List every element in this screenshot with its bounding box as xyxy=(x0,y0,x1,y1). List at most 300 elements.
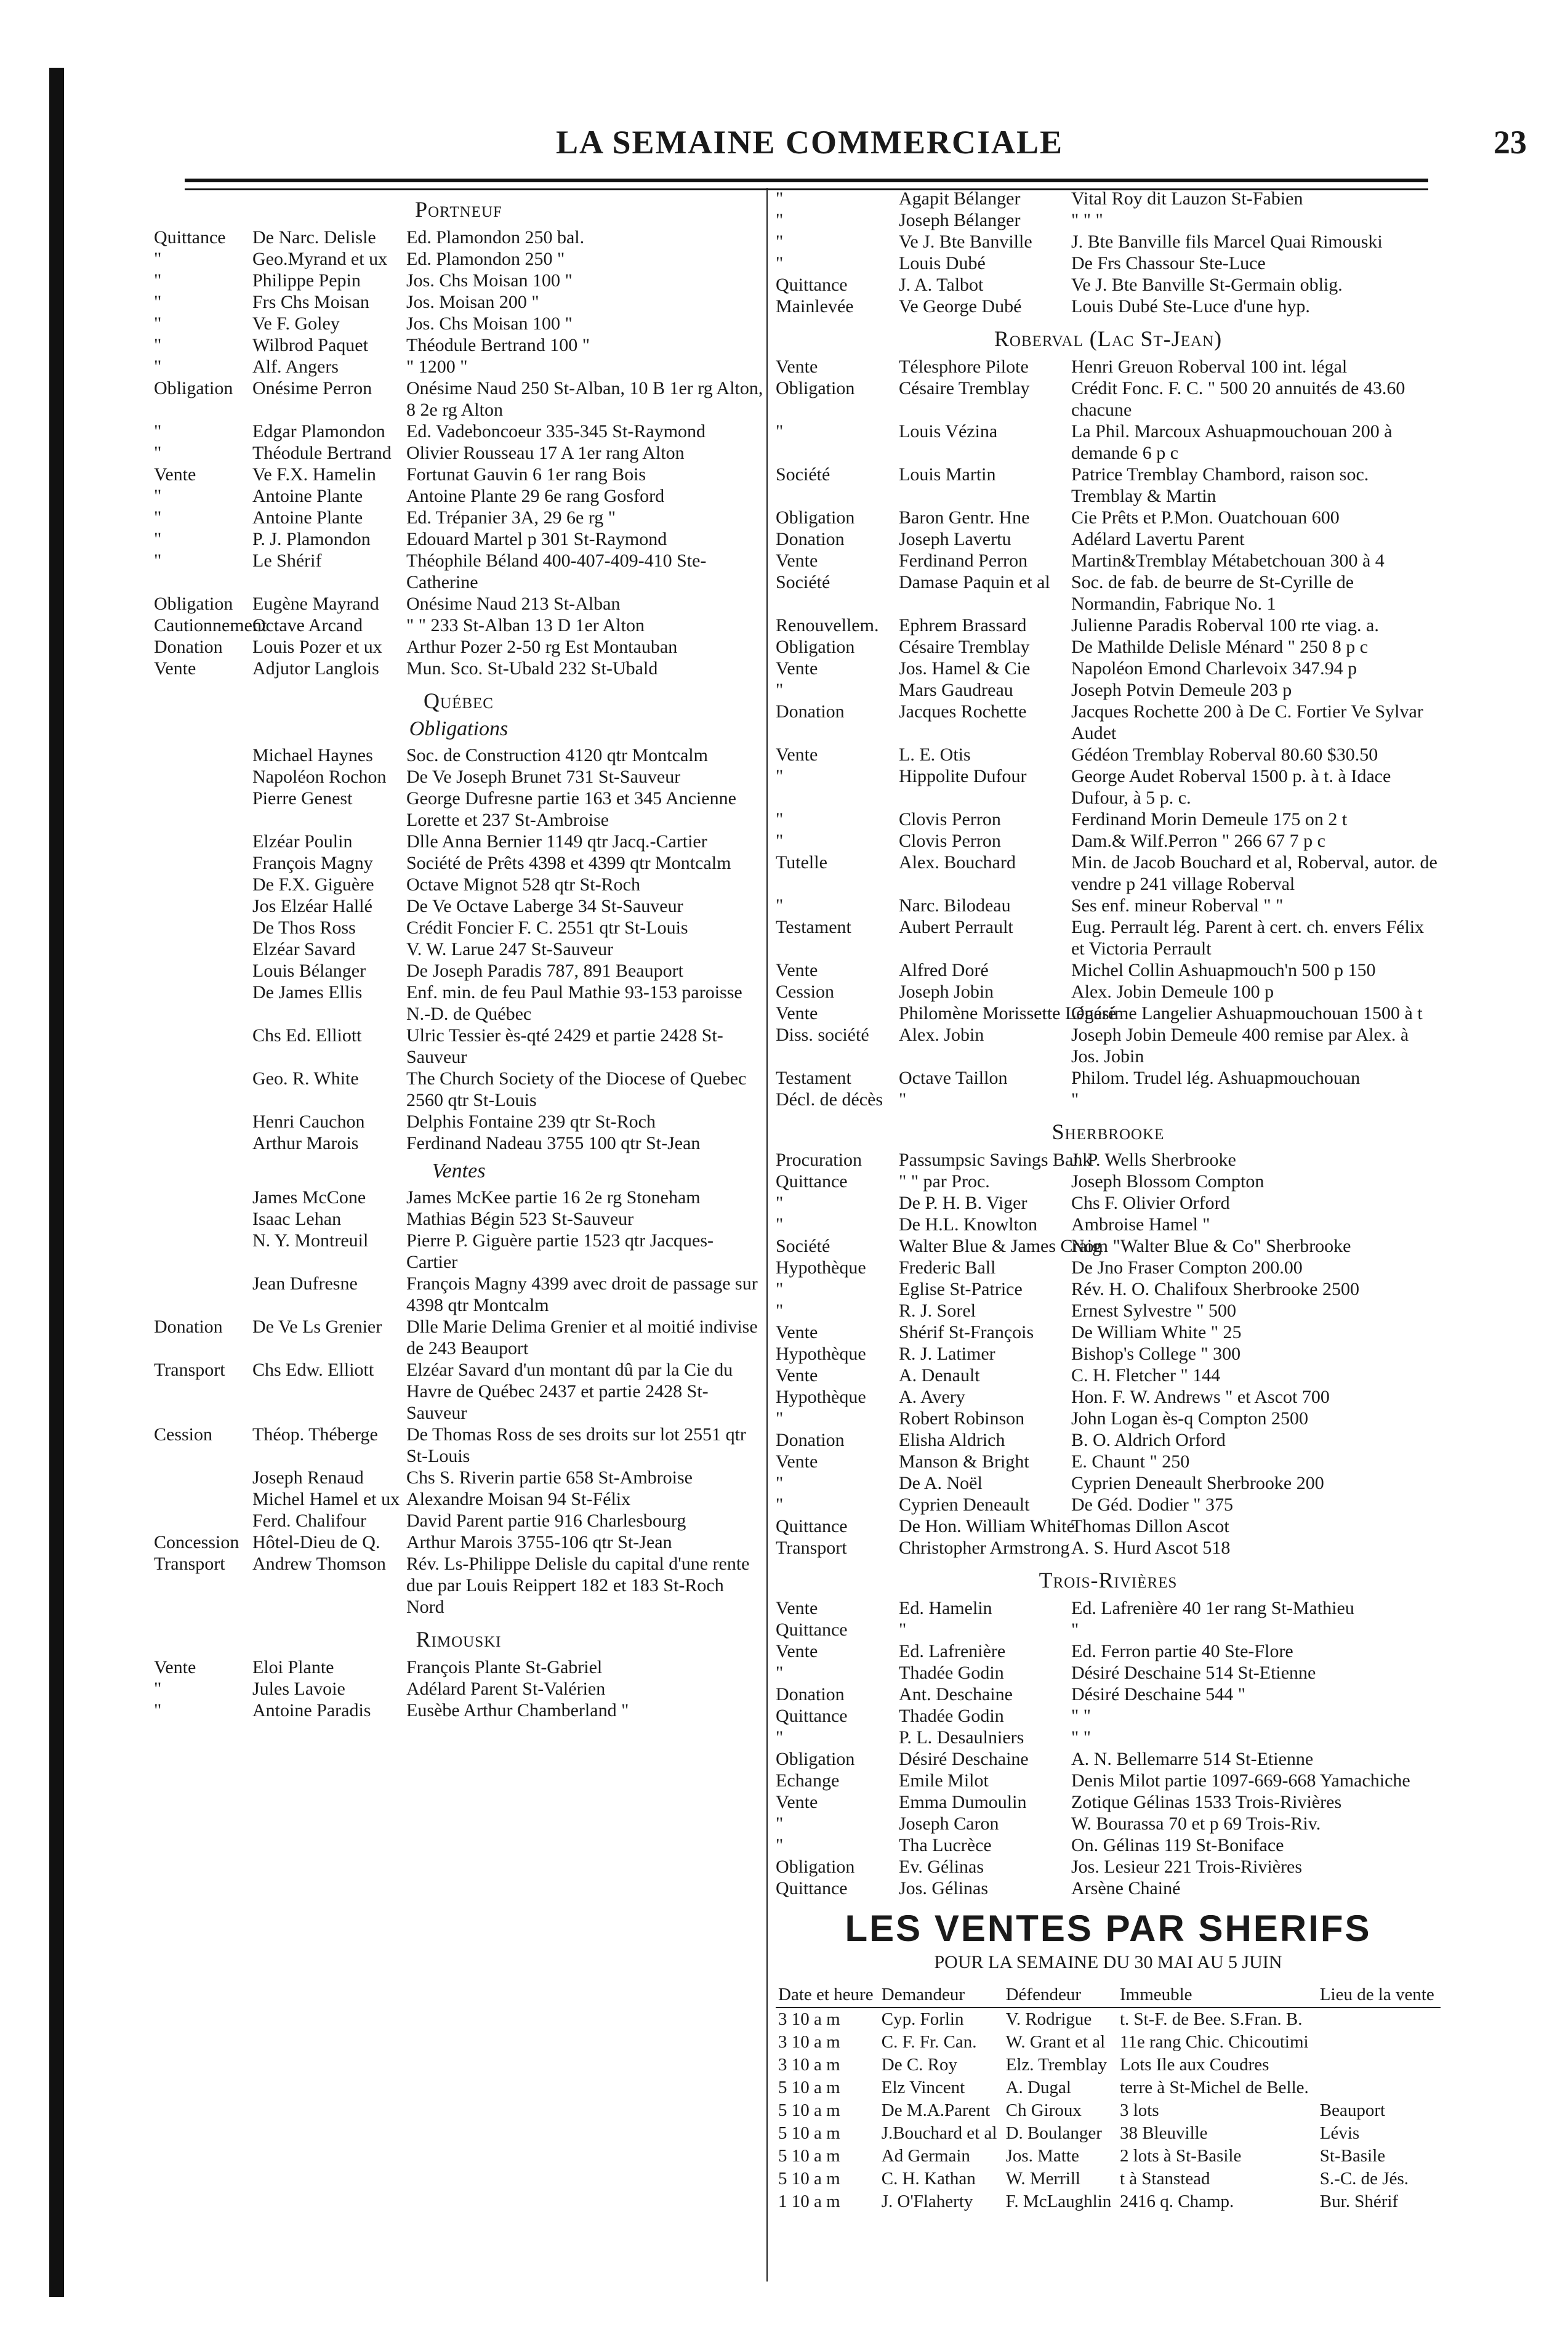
sales-row xyxy=(776,2007,1441,2031)
record-detail: Alex. Jobin Demeule 100 p xyxy=(1071,982,1274,1002)
record-type xyxy=(154,766,246,788)
record-row xyxy=(776,1365,1441,1386)
record-row xyxy=(776,1619,1441,1640)
sales-row xyxy=(776,2031,1441,2054)
record-type: Vente xyxy=(776,1451,818,1472)
record-type: " xyxy=(776,1408,784,1429)
record-party: De F.X. Giguère xyxy=(252,874,374,895)
sales-column-header: Date et heure xyxy=(776,1983,879,2007)
record-party: Geo.Myrand et ux xyxy=(252,249,388,269)
record-party: Chs Edw. Elliott xyxy=(252,1360,374,1380)
record-detail: Dlle Anna Bernier 1149 qtr Jacq.-Cartier xyxy=(406,831,707,852)
record-type: " xyxy=(154,1700,162,1721)
record-party: Ed. Lafrenière xyxy=(899,1641,1006,1661)
record-row xyxy=(154,334,763,356)
record-party: Joseph Jobin xyxy=(899,982,994,1002)
record-row xyxy=(776,809,1441,830)
record-party: James McCone xyxy=(252,1187,366,1208)
record-type: " xyxy=(776,1663,784,1683)
record-type xyxy=(154,1025,246,1068)
record-detail: Soc. de fab. de beurre de St-Cyrille de Normandin, Fabrique No. 1 xyxy=(1071,572,1354,614)
record-party: Passumpsic Savings Bank xyxy=(899,1150,1092,1170)
record-row xyxy=(154,615,763,636)
record-row xyxy=(154,485,763,507)
record-row xyxy=(776,1089,1441,1110)
record-detail: De Ve Joseph Brunet 731 St-Sauveur xyxy=(406,767,681,787)
record-party: Antoine Plante xyxy=(252,507,363,528)
record-row xyxy=(154,658,763,679)
record-detail: Eusèbe Arthur Chamberland " xyxy=(406,1700,629,1721)
section-subheading: Obligations xyxy=(409,717,509,740)
record-detail: Bishop's College " 300 xyxy=(1071,1344,1241,1364)
record-party: Jos Elzéar Hallé xyxy=(252,896,372,916)
record-type: " xyxy=(776,1835,784,1855)
record-type: " xyxy=(154,249,162,269)
sales-cell: 5 10 a m xyxy=(778,2078,840,2097)
right-sections xyxy=(776,188,1441,1899)
record-type xyxy=(154,788,246,831)
sales-cell: De C. Roy xyxy=(881,2055,957,2075)
record-type: Concession xyxy=(154,1532,239,1552)
record-party: A. Denault xyxy=(899,1365,980,1386)
record-type: Vente xyxy=(776,960,818,980)
record-party: Elzéar Savard xyxy=(252,939,356,959)
record-type: Donation xyxy=(776,701,845,722)
record-row xyxy=(776,1494,1441,1515)
record-party: Michael Haynes xyxy=(252,745,373,765)
record-detail: Dlle Marie Delima Grenier et al moitié indivise de 243 Beauport xyxy=(406,1317,758,1358)
record-party: De Ve Ls Grenier xyxy=(252,1317,382,1337)
record-type: Obligation xyxy=(776,637,855,657)
record-party: Octave Arcand xyxy=(252,615,363,635)
record-party: Chs Ed. Elliott xyxy=(252,1025,362,1046)
record-party: Hippolite Dufour xyxy=(899,766,1027,786)
record-row xyxy=(776,959,1441,981)
record-detail: Elzéar Savard d'un montant dû par la Cie du Havre de Québec 2437 et partie 2428 St-Sauveur xyxy=(406,1360,733,1423)
record-type: Quittance xyxy=(776,1516,848,1536)
record-type xyxy=(154,1187,246,1208)
record-detail: De Frs Chassour Ste-Luce xyxy=(1071,253,1266,273)
record-party: Alfred Doré xyxy=(899,960,989,980)
record-detail: Rév. Ls-Philippe Delisle du capital d'une rente due par Louis Reippert 182 et 183 St-Roch Nord xyxy=(406,1554,750,1617)
record-party: Ed. Hamelin xyxy=(899,1598,992,1618)
record-row xyxy=(154,1510,763,1531)
left-column xyxy=(154,188,763,1721)
record-type: Diss. société xyxy=(776,1025,869,1045)
record-type: Quittance xyxy=(776,275,848,295)
record-detail: Adélard Lavertu Parent xyxy=(1071,529,1245,549)
sales-cell: Ad Germain xyxy=(881,2146,970,2166)
record-detail: Cie Prêts et P.Mon. Ouatchouan 600 xyxy=(1071,507,1340,528)
record-party: " xyxy=(899,1620,907,1640)
record-detail: Patrice Tremblay Chambord, raison soc. Tremblay & Martin xyxy=(1071,464,1369,506)
record-row xyxy=(154,1187,763,1208)
record-type xyxy=(154,831,246,852)
record-detail: Hon. F. W. Andrews " et Ascot 700 xyxy=(1071,1387,1330,1407)
record-party: R. J. Latimer xyxy=(899,1344,995,1364)
record-party: Césaire Tremblay xyxy=(899,637,1030,657)
sheriff-sales-table xyxy=(776,1983,1441,2213)
section-heading: Sherbrooke xyxy=(1051,1120,1165,1144)
record-party: Ant. Deschaine xyxy=(899,1684,1013,1705)
sales-row xyxy=(776,2054,1441,2076)
record-row xyxy=(776,1878,1441,1899)
record-party: Joseph Lavertu xyxy=(899,529,1011,549)
record-party: Césaire Tremblay xyxy=(899,378,1030,398)
record-party: N. Y. Montreuil xyxy=(252,1230,369,1251)
record-party: Joseph Bélanger xyxy=(899,210,1021,230)
column-divider xyxy=(766,188,768,2282)
sales-cell: A. Dugal xyxy=(1005,2078,1071,2097)
record-detail: George Audet Roberval 1500 p. à t. à Idace Dufour, à 5 p. c. xyxy=(1071,766,1391,808)
record-party: " " par Proc. xyxy=(899,1171,990,1192)
record-party: Clovis Perron xyxy=(899,809,1001,829)
record-party: Alf. Angers xyxy=(252,357,339,377)
sales-cell: W. Merrill xyxy=(1005,2169,1080,2189)
record-type: Echange xyxy=(776,1770,840,1791)
record-party: Onésime Perron xyxy=(252,378,372,398)
record-party: Manson & Bright xyxy=(899,1451,1029,1472)
record-detail: Denis Milot partie 1097-669-668 Yamachiche xyxy=(1071,1770,1410,1791)
record-detail: Chs F. Olivier Orford xyxy=(1071,1193,1230,1213)
record-row xyxy=(154,960,763,982)
record-party: Edgar Plamondon xyxy=(252,421,385,442)
record-party: Baron Gentr. Hne xyxy=(899,507,1030,528)
record-row xyxy=(154,313,763,334)
record-type: " xyxy=(776,253,784,273)
record-type: Vente xyxy=(776,1598,818,1618)
record-party: Adjutor Langlois xyxy=(252,658,379,679)
record-party: De Narc. Delisle xyxy=(252,227,376,248)
record-row xyxy=(154,1678,763,1700)
record-type: Procuration xyxy=(776,1150,862,1170)
record-row xyxy=(776,1451,1441,1472)
record-detail: Ferdinand Nadeau 3755 100 qtr St-Jean xyxy=(406,1133,701,1153)
record-type: " xyxy=(154,507,162,528)
section-subheading: Ventes xyxy=(432,1160,486,1182)
record-row xyxy=(154,636,763,658)
sheriff-sales-week: POUR LA SEMAINE DU 30 MAI AU 5 JUIN xyxy=(934,1952,1282,1972)
sales-cell: C. H. Kathan xyxy=(881,2169,976,2189)
record-detail: Ferdinand Morin Demeule 175 on 2 t xyxy=(1071,809,1348,829)
record-type: " xyxy=(776,1814,784,1834)
record-row xyxy=(154,227,763,248)
record-row xyxy=(154,1316,763,1359)
sales-cell: 11e rang Chic. Chicoutimi xyxy=(1119,2032,1309,2052)
record-type: " xyxy=(776,421,784,442)
record-type: Vente xyxy=(776,1792,818,1812)
record-party: Mars Gaudreau xyxy=(899,680,1013,700)
record-type: " xyxy=(776,1193,784,1213)
record-party: Eloi Plante xyxy=(252,1657,334,1677)
record-type: " xyxy=(154,443,162,463)
record-row xyxy=(776,188,1441,209)
record-party: Arthur Marois xyxy=(252,1133,359,1153)
record-detail: Soc. de Construction 4120 qtr Montcalm xyxy=(406,745,708,765)
record-type xyxy=(154,917,246,938)
record-row xyxy=(776,679,1441,701)
record-type xyxy=(154,1488,246,1510)
record-row xyxy=(776,1537,1441,1559)
sales-cell: De M.A.Parent xyxy=(881,2100,991,2120)
sales-row xyxy=(776,2099,1441,2122)
record-type: " xyxy=(776,809,784,829)
record-row xyxy=(154,1488,763,1510)
record-row xyxy=(154,507,763,528)
record-type: Quittance xyxy=(776,1620,848,1640)
record-detail: Thomas Dillon Ascot xyxy=(1071,1516,1229,1536)
record-detail: J. P. Wells Sherbrooke xyxy=(1071,1150,1236,1170)
record-type: Décl. de décès xyxy=(776,1089,883,1110)
record-party: Louis Vézina xyxy=(899,421,998,442)
record-party: Ev. Gélinas xyxy=(899,1857,984,1877)
record-type: " xyxy=(154,270,162,291)
record-detail: Théophile Béland 400-407-409-410 Ste-Catherine xyxy=(406,551,707,592)
right-column xyxy=(776,188,1441,2213)
record-party: Ferd. Chalifour xyxy=(252,1511,366,1531)
record-row xyxy=(154,1531,763,1553)
sales-cell: 3 10 a m xyxy=(778,2009,840,2029)
record-party: Le Shérif xyxy=(252,551,322,571)
record-row xyxy=(776,1149,1441,1171)
record-party: Henri Cauchon xyxy=(252,1112,365,1132)
record-row xyxy=(154,895,763,917)
record-detail: Delphis Fontaine 239 qtr St-Roch xyxy=(406,1112,656,1132)
record-party: Frederic Ball xyxy=(899,1257,996,1278)
record-row xyxy=(776,1429,1441,1451)
record-party: Eglise St-Patrice xyxy=(899,1279,1023,1299)
record-detail: Onésime Langelier Ashuapmouchouan 1500 à t xyxy=(1071,1003,1423,1023)
record-row xyxy=(776,1386,1441,1408)
sales-cell: Cyp. Forlin xyxy=(881,2009,964,2029)
sales-header-row xyxy=(776,1983,1441,2007)
record-party: P. L. Desaulniers xyxy=(899,1727,1024,1748)
record-row xyxy=(776,895,1441,916)
record-detail: François Plante St-Gabriel xyxy=(406,1657,603,1677)
record-row xyxy=(154,593,763,615)
record-row xyxy=(154,248,763,270)
record-row xyxy=(776,571,1441,615)
record-detail: Antoine Plante 29 6e rang Gosford xyxy=(406,486,665,506)
record-detail: Ed. Plamondon 250 bal. xyxy=(406,227,585,248)
record-type: " xyxy=(776,831,784,851)
section-heading: Québec xyxy=(424,688,494,713)
record-row xyxy=(776,1321,1441,1343)
record-detail: François Magny 4399 avec droit de passage sur 4398 qtr Montcalm xyxy=(406,1273,758,1315)
record-row xyxy=(776,1257,1441,1278)
record-row xyxy=(776,1515,1441,1537)
record-type: Donation xyxy=(776,1430,845,1450)
record-row xyxy=(154,550,763,593)
record-type xyxy=(154,1208,246,1230)
scan-margin-bar xyxy=(49,68,64,2297)
record-type: Vente xyxy=(776,1003,818,1023)
record-row xyxy=(154,788,763,831)
record-type: " xyxy=(776,1214,784,1235)
record-detail: De Jno Fraser Compton 200.00 xyxy=(1071,1257,1303,1278)
sales-cell: Jos. Matte xyxy=(1005,2146,1079,2166)
record-type: " xyxy=(776,1279,784,1299)
record-party: Thadée Godin xyxy=(899,1663,1004,1683)
sales-column-header: Demandeur xyxy=(879,1983,1003,2007)
record-party: Désiré Deschaine xyxy=(899,1749,1029,1769)
record-row xyxy=(776,1067,1441,1089)
record-row xyxy=(776,1684,1441,1705)
record-row xyxy=(776,1640,1441,1662)
record-type: Vente xyxy=(154,1657,196,1677)
record-party: A. Avery xyxy=(899,1387,965,1407)
record-party: De Thos Ross xyxy=(252,918,356,938)
record-type: Cession xyxy=(776,982,835,1002)
record-row xyxy=(154,852,763,874)
record-row xyxy=(776,1408,1441,1429)
record-row xyxy=(776,1278,1441,1300)
record-type xyxy=(154,1111,246,1132)
sales-cell: J. O'Flaherty xyxy=(881,2192,973,2211)
record-type: " xyxy=(154,486,162,506)
sales-cell: J.Bouchard et al xyxy=(881,2123,997,2143)
record-detail: Louis Dubé Ste-Luce d'une hyp. xyxy=(1071,296,1310,317)
record-party: " xyxy=(899,1089,907,1110)
record-row xyxy=(776,1813,1441,1834)
record-party: Joseph Renaud xyxy=(252,1467,364,1488)
record-type: Testament xyxy=(776,917,851,937)
sales-cell: C. F. Fr. Can. xyxy=(881,2032,977,2052)
record-row xyxy=(776,636,1441,658)
record-party: Geo. R. White xyxy=(252,1068,359,1089)
record-type: Quittance xyxy=(154,227,226,248)
record-detail: Martin&Tremblay Métabetchouan 300 à 4 xyxy=(1071,551,1385,571)
record-party: Alex. Jobin xyxy=(899,1025,984,1045)
record-row xyxy=(154,982,763,1025)
record-row xyxy=(154,1111,763,1132)
sales-cell: 3 lots xyxy=(1119,2100,1159,2120)
record-type: " xyxy=(776,1301,784,1321)
record-row xyxy=(154,917,763,938)
record-type: " xyxy=(154,292,162,312)
section-heading: Rimouski xyxy=(416,1627,502,1652)
record-row xyxy=(776,1024,1441,1067)
record-type: Transport xyxy=(776,1538,847,1558)
record-type xyxy=(154,1132,246,1154)
record-detail: Mathias Bégin 523 St-Sauveur xyxy=(406,1209,634,1229)
record-row xyxy=(776,1214,1441,1235)
record-party: Jules Lavoie xyxy=(252,1679,345,1699)
record-row xyxy=(776,274,1441,296)
record-detail: Arthur Pozer 2-50 rg Est Montauban xyxy=(406,637,678,657)
record-detail: George Dufresne partie 163 et 345 Ancienne Lorette et 237 St-Ambroise xyxy=(406,788,736,830)
record-party: Ve George Dubé xyxy=(899,296,1022,317)
sales-cell: Elz Vincent xyxy=(881,2078,965,2097)
sales-cell: t. St-F. de Bee. S.Fran. B. xyxy=(1119,2009,1303,2029)
record-party: Andrew Thomson xyxy=(252,1554,386,1574)
record-detail: W. Bourassa 70 et p 69 Trois-Riv. xyxy=(1071,1814,1321,1834)
record-detail: De William White " 25 xyxy=(1071,1322,1242,1342)
record-row xyxy=(776,916,1441,959)
sales-body xyxy=(776,2007,1441,2213)
record-row xyxy=(154,874,763,895)
sales-column-header: Immeuble xyxy=(1117,1983,1317,2007)
sales-cell: 5 10 a m xyxy=(778,2123,840,2143)
record-detail: Ed. Vadeboncoeur 335-345 St-Raymond xyxy=(406,421,706,442)
record-detail: C. H. Fletcher " 144 xyxy=(1071,1365,1221,1386)
record-type xyxy=(154,960,246,982)
record-party: Louis Pozer et ux xyxy=(252,637,382,657)
page-title: LA SEMAINE COMMERCIALE xyxy=(555,124,1064,161)
record-type: " xyxy=(154,357,162,377)
record-party: Eugène Mayrand xyxy=(252,594,379,614)
record-detail: Onésime Naud 250 St-Alban, 10 B 1er rg Alton, 8 2e rg Alton xyxy=(406,378,763,420)
record-detail: Philom. Trudel lég. Ashuapmouchouan xyxy=(1071,1068,1361,1088)
record-party: Narc. Bilodeau xyxy=(899,895,1011,916)
record-row xyxy=(776,852,1441,895)
record-row xyxy=(776,765,1441,809)
record-detail: " " xyxy=(1071,1727,1091,1748)
record-party: Théodule Bertrand xyxy=(252,443,392,463)
record-party: Hôtel-Dieu de Q. xyxy=(252,1532,380,1552)
record-detail: Crédit Fonc. F. C. " 500 20 annuités de 43.60 chacune xyxy=(1071,378,1405,420)
record-row xyxy=(776,209,1441,231)
record-detail: Jos. Chs Moisan 100 " xyxy=(406,270,573,291)
record-row xyxy=(776,1003,1441,1024)
record-party: Louis Bélanger xyxy=(252,961,366,981)
record-party: Ve F.X. Hamelin xyxy=(252,464,376,485)
record-type: Société xyxy=(776,572,830,592)
record-detail: Théodule Bertrand 100 " xyxy=(406,335,590,355)
record-type: " xyxy=(154,335,162,355)
record-row xyxy=(154,356,763,377)
record-party: Emma Dumoulin xyxy=(899,1792,1027,1812)
record-type: Mainlevée xyxy=(776,296,854,317)
record-type xyxy=(154,982,246,1025)
record-type: " xyxy=(776,210,784,230)
record-row xyxy=(776,1662,1441,1684)
sales-row xyxy=(776,2168,1441,2190)
record-detail: Nom "Walter Blue & Co" Sherbrooke xyxy=(1071,1236,1351,1256)
record-party: Joseph Caron xyxy=(899,1814,999,1834)
record-type: Donation xyxy=(776,1684,845,1705)
record-row xyxy=(154,1553,763,1618)
record-type: Tutelle xyxy=(776,852,827,873)
sales-row xyxy=(776,2122,1441,2145)
record-detail: Alexandre Moisan 94 St-Félix xyxy=(406,1489,631,1509)
record-party: Ve J. Bte Banville xyxy=(899,232,1032,252)
record-detail: De Joseph Paradis 787, 891 Beauport xyxy=(406,961,683,981)
sales-cell: 2 lots à St-Basile xyxy=(1119,2146,1242,2166)
record-detail: A. S. Hurd Ascot 518 xyxy=(1071,1538,1231,1558)
record-detail: Enf. min. de feu Paul Mathie 93-153 paroisse N.-D. de Québec xyxy=(406,982,742,1024)
record-type: Vente xyxy=(776,1641,818,1661)
record-party: Isaac Lehan xyxy=(252,1209,342,1229)
record-type: Obligation xyxy=(154,594,233,614)
record-detail: Octave Mignot 528 qtr St-Roch xyxy=(406,874,640,895)
record-detail: Napoléon Emond Charlevoix 347.94 p xyxy=(1071,658,1357,679)
record-row xyxy=(154,270,763,291)
record-party: Philomène Morissette Légaré xyxy=(899,1003,1117,1023)
record-detail: De Thomas Ross de ses droits sur lot 2551 qtr St-Louis xyxy=(406,1424,746,1466)
record-row xyxy=(776,658,1441,679)
record-detail: Michel Collin Ashuapmouch'n 500 p 150 xyxy=(1071,960,1376,980)
record-party: Jos. Gélinas xyxy=(899,1878,988,1898)
record-detail: Onésime Naud 213 St-Alban xyxy=(406,594,621,614)
record-type: " xyxy=(776,232,784,252)
record-type: Vente xyxy=(776,1322,818,1342)
record-party: De James Ellis xyxy=(252,982,363,1003)
record-detail: Rév. H. O. Chalifoux Sherbrooke 2500 xyxy=(1071,1279,1359,1299)
record-type: Donation xyxy=(154,1317,223,1337)
record-type: Quittance xyxy=(776,1878,848,1898)
record-type: Renouvellem. xyxy=(776,615,879,635)
